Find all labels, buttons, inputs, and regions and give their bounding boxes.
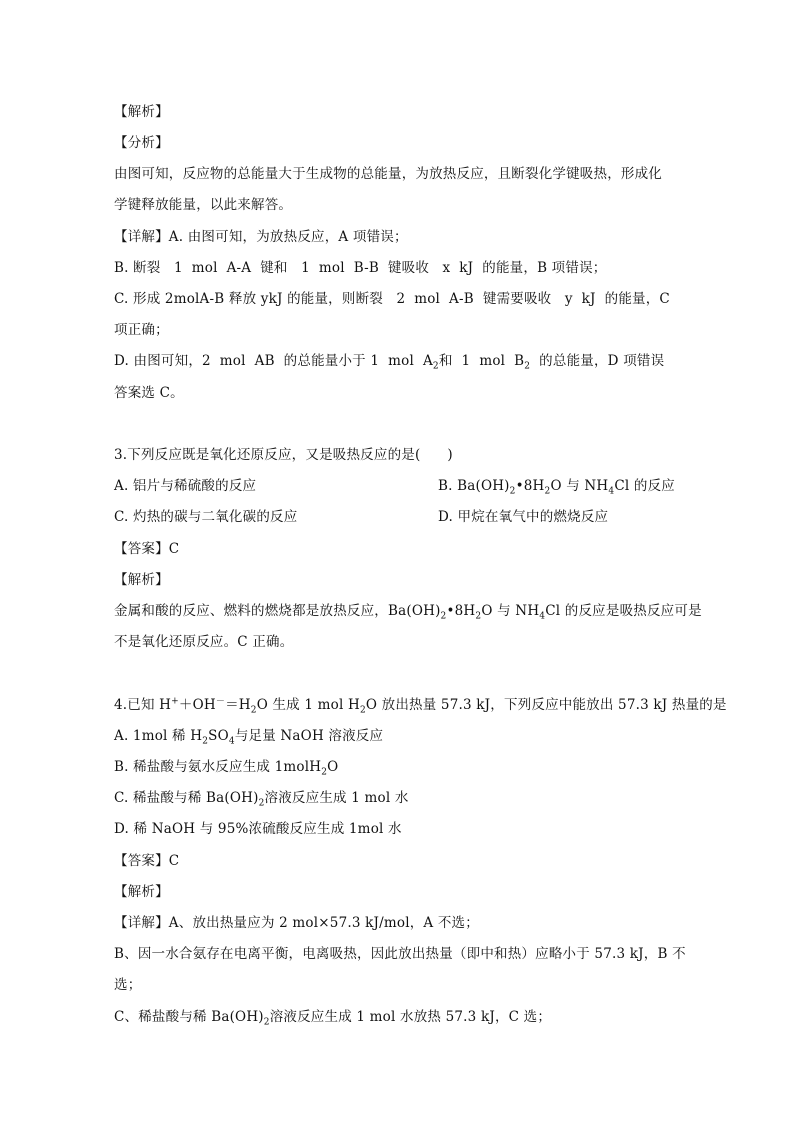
paragraph-line: 由图可知，反应物的总能量大于生成物的总能量，为放热反应，且断裂化学键吸热，形成化 — [114, 166, 662, 182]
q4-option-c: C. 稀盐酸与稀 $Ba(OH)_2$溶液反应生成 1 mol 水 — [114, 790, 409, 809]
detail-line-c-cont: 项正确； — [114, 322, 169, 338]
answer-conclusion: 答案选 C。 — [114, 385, 184, 401]
question-4-stem: 4.已知 $H^++OH^-=H_2O$ 生成 1 mol $H_2O$ 放出热量 57.3 kJ，下列反应中能放出 57.3 kJ 热量的是 — [114, 696, 727, 716]
q3-analysis-heading: 【解析】 — [114, 572, 169, 588]
q3-answer: 【答案】C — [114, 541, 180, 557]
detail-line-d: D. 由图可知，2 mol AB 的总能量小于 1 mol $A_2$和 1 mol $B_2$ 的总能量，D 项错误 — [114, 353, 665, 372]
q4-analysis-heading: 【解析】 — [114, 884, 169, 900]
q4-option-a: A. 1mol 稀 $H_2SO_4$与足量 NaOH 溶液反应 — [114, 728, 384, 747]
question-3-stem: 3.下列反应既是氧化还原反应，又是吸热反应的是( ) — [114, 447, 453, 463]
detail-line-c: C. 形成 2molA-B 释放 ykJ 的能量，则断裂 2 mol A-B 键需要吸收 y kJ 的能量，C — [114, 291, 670, 307]
q3-explanation-line: 不是氧化还原反应。C 正确。 — [114, 634, 294, 650]
q3-option-d: D. 甲烷在氧气中的燃烧反应 — [438, 509, 609, 525]
paragraph-line: 学键释放能量，以此来解答。 — [114, 197, 293, 213]
q4-detail-b: B、因一水合氨存在电离平衡，电离吸热，因此放出热量（即中和热）应略小于 57.3 kJ，B 不 — [114, 946, 686, 962]
q4-detail-c: C、稀盐酸与稀 $Ba(OH)_2$溶液反应生成 1 mol 水放热 57.3 kJ，C 选； — [114, 1009, 552, 1028]
q4-detail-a: 【详解】A、放出热量应为 2 mol×57.3 kJ/mol，A 不选； — [114, 915, 479, 931]
q4-option-b: B. 稀盐酸与氨水反应生成 1molH$_2$O — [114, 759, 339, 778]
q3-option-a: A. 铝片与稀硫酸的反应 — [114, 478, 257, 494]
section-heading-fenxi: 【分析】 — [114, 135, 169, 151]
detail-line-a: 【详解】A. 由图可知，为放热反应，A 项错误； — [114, 229, 408, 245]
q3-explanation-line: 金属和酸的反应、燃料的燃烧都是放热反应，$Ba(OH)_2•8H_2O$ 与 $NH_4Cl$ 的反应是吸热反应可是 — [114, 603, 702, 622]
detail-line-b: B. 断裂 1 mol A-A 键和 1 mol B-B 键吸收 x kJ 的能量，B 项错误； — [114, 260, 607, 276]
q3-option-b: B. $Ba(OH)_2•8H_2O$ 与 $NH_4Cl$ 的反应 — [438, 478, 675, 497]
q4-detail-b-cont: 选； — [114, 977, 142, 993]
q3-option-c: C. 灼热的碳与二氧化碳的反应 — [114, 509, 298, 525]
q4-option-d: D. 稀 NaOH 与 95%浓硫酸反应生成 1mol 水 — [114, 821, 402, 837]
q4-answer: 【答案】C — [114, 853, 180, 869]
section-heading-analysis: 【解析】 — [114, 104, 169, 120]
